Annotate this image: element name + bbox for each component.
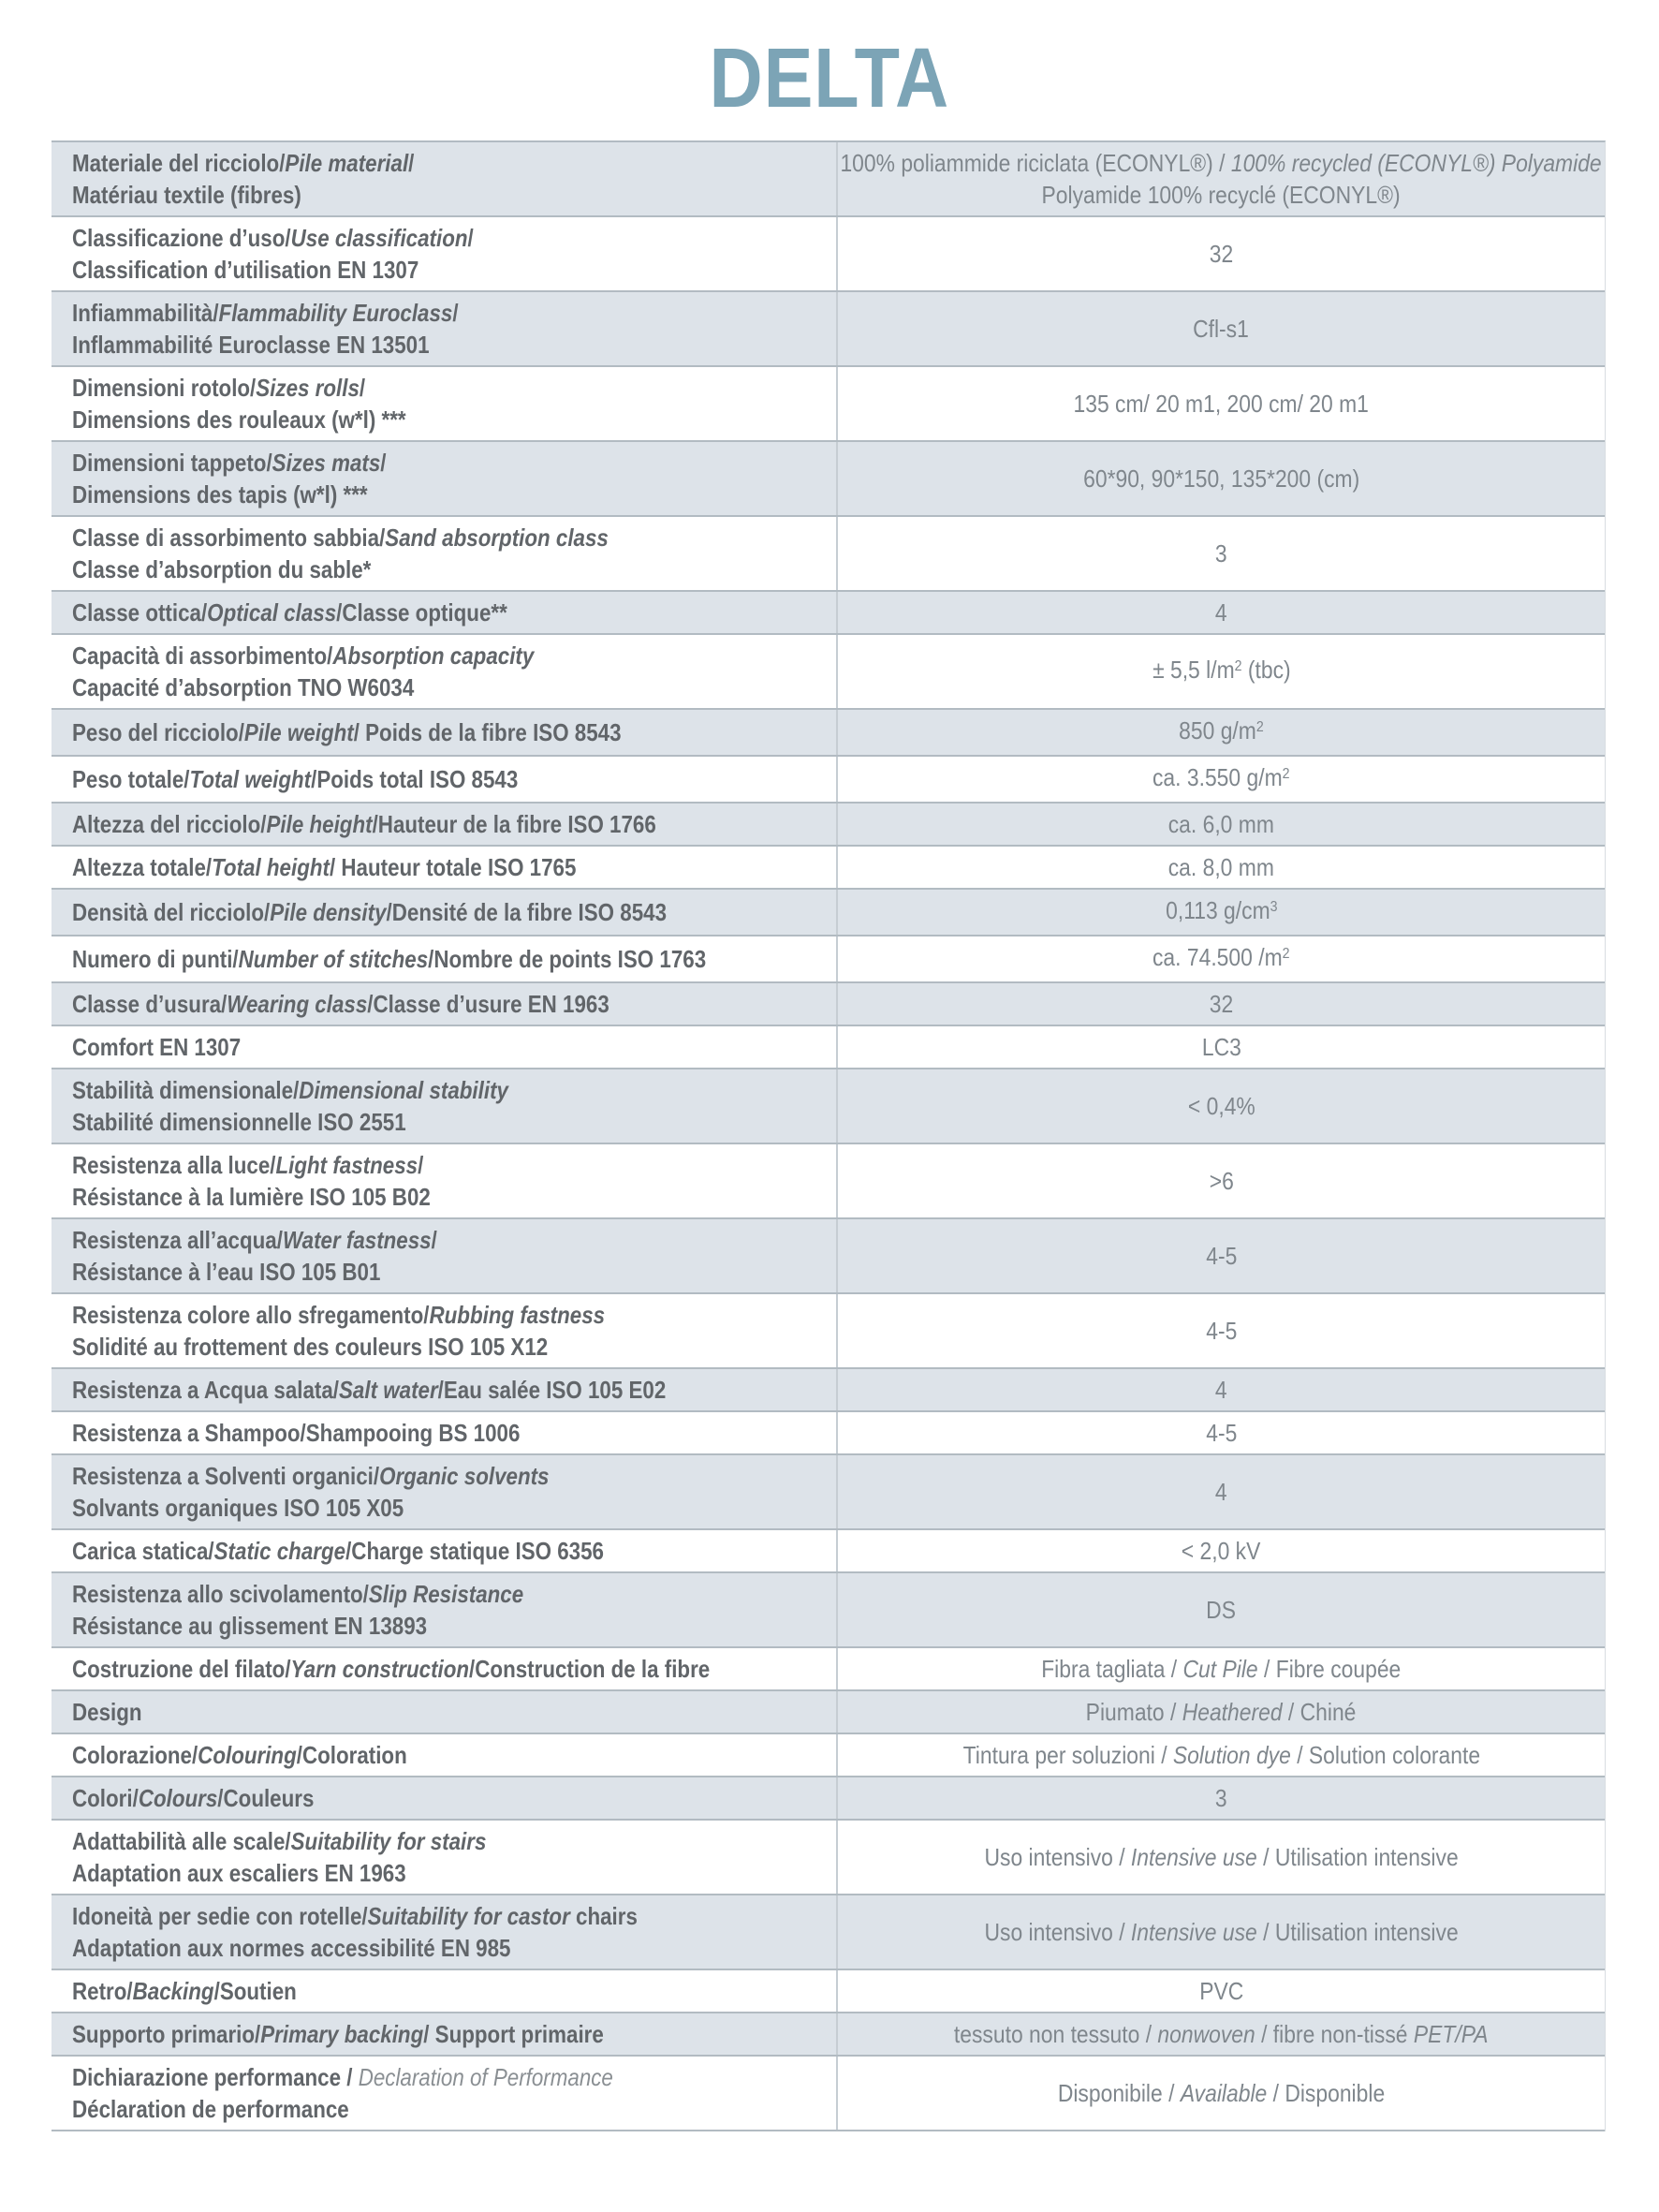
spec-value-cell <box>836 983 1605 1025</box>
table-row <box>51 1412 1605 1455</box>
table-row <box>51 757 1605 804</box>
spec-value-text: Uso intensivo / Intensive use / Utilisation intensive <box>984 1843 1459 1871</box>
spec-value-text: 4 <box>1215 1478 1227 1506</box>
spec-value-text: ca. 8,0 mm <box>1167 853 1274 881</box>
table-row <box>51 442 1605 517</box>
spec-value-cell <box>836 217 1605 290</box>
spec-value-text: 4 <box>1215 1376 1227 1404</box>
spec-value-cell <box>836 635 1605 708</box>
spec-value-text: ca. 6,0 mm <box>1167 810 1274 838</box>
spec-value-text: Piumato / Heathered / Chiné <box>1086 1698 1357 1726</box>
spec-value-cell <box>836 2057 1605 2130</box>
spec-value-text: 135 cm/ 20 m1, 200 cm/ 20 m1 <box>1073 390 1370 418</box>
table-row <box>51 1455 1605 1530</box>
spec-value-cell <box>836 1455 1605 1528</box>
spec-label-text: Altezza del ricciolo/Pile height/Hauteur de la fibre ISO 1766 <box>72 810 656 838</box>
table-row <box>51 936 1605 983</box>
spec-label-cell <box>51 1412 836 1453</box>
title-area <box>0 0 1659 140</box>
spec-label-cell <box>51 1294 836 1367</box>
spec-value-text: 60*90, 90*150, 135*200 (cm) <box>1082 465 1359 493</box>
spec-label-text: Classificazione d’uso/Use classification/ Classification d’utilisation EN 1307 <box>72 224 474 284</box>
table-row <box>51 983 1605 1026</box>
spec-value-cell <box>836 1294 1605 1367</box>
spec-value-cell <box>836 2013 1605 2055</box>
spec-label-cell <box>51 1026 836 1068</box>
spec-label-text: Dimensioni tappeto/Sizes mats/ Dimensions des tapis (w*l) *** <box>72 449 387 509</box>
spec-value-text: Disponibile / Available / Disponible <box>1057 2079 1386 2107</box>
spec-value-text: 32 <box>1209 990 1234 1018</box>
spec-label-text: Stabilità dimensionale/Dimensional stability Stabilité dimensionnelle ISO 2551 <box>72 1076 508 1136</box>
spec-label-cell <box>51 1144 836 1217</box>
spec-value-text: 850 $g/m^2$ <box>1179 716 1264 745</box>
table-row <box>51 2057 1605 2131</box>
spec-value-text: LC3 <box>1201 1033 1241 1061</box>
table-row <box>51 592 1605 635</box>
spec-value-cell <box>836 442 1605 515</box>
spec-value-cell <box>836 1821 1605 1894</box>
spec-label-cell <box>51 517 836 590</box>
spec-label-cell <box>51 983 836 1025</box>
spec-value-cell <box>836 1026 1605 1068</box>
spec-value-text: PVC <box>1198 1977 1243 2005</box>
spec-value-text: ± 5,5 $l/m^2$ (tbc) <box>1152 656 1291 684</box>
table-row <box>51 1294 1605 1369</box>
spec-value-cell <box>836 517 1605 590</box>
spec-value-text: < 2,0 kV <box>1182 1537 1261 1565</box>
spec-label-text: Resistenza a Acqua salata/Salt water/Eau salée ISO 105 E02 <box>72 1376 667 1404</box>
spec-label-text: Colorazione/Colouring/Coloration <box>72 1741 407 1769</box>
spec-label-cell <box>51 217 836 290</box>
spec-value-text: 4-5 <box>1205 1242 1237 1270</box>
spec-value-cell <box>836 1144 1605 1217</box>
table-row <box>51 292 1605 367</box>
table-row <box>51 1573 1605 1648</box>
spec-value-text: tessuto non tessuto / nonwoven / fibre non-tissé PET/PA <box>954 2020 1489 2048</box>
spec-label-text: Colori/Colours/Couleurs <box>72 1784 315 1812</box>
table-row <box>51 635 1605 710</box>
spec-label-cell <box>51 1530 836 1571</box>
spec-label-text: Materiale del ricciolo/Pile material/ Matériau textile (fibres) <box>72 149 415 209</box>
spec-value-cell <box>836 847 1605 888</box>
spec-value-cell <box>836 1412 1605 1453</box>
spec-label-cell <box>51 592 836 633</box>
spec-label-cell <box>51 1455 836 1528</box>
spec-label-cell <box>51 2013 836 2055</box>
table-row <box>51 517 1605 592</box>
spec-label-text: Altezza totale/Total height/ Hauteur totale ISO 1765 <box>72 853 577 881</box>
spec-label-text: Costruzione del filato/Yarn construction/Construction de la fibre <box>72 1655 711 1683</box>
spec-value-cell <box>836 757 1605 802</box>
spec-label-cell <box>51 936 836 981</box>
spec-label-text: Classe di assorbimento sabbia/Sand absorption class Classe d’absorption du sable* <box>72 524 609 583</box>
spec-value-cell <box>836 1691 1605 1733</box>
spec-label-text: Resistenza colore allo sfregamento/Rubbing fastness Solidité au frottement des couleurs ISO 105 X12 <box>72 1301 606 1361</box>
spec-value-cell <box>836 1777 1605 1819</box>
spec-label-text: Resistenza a Shampoo/Shampooing BS 1006 <box>72 1419 521 1447</box>
spec-label-cell <box>51 1970 836 2012</box>
spec-value-cell <box>836 1573 1605 1646</box>
spec-value-cell <box>836 710 1605 755</box>
spec-value-text: ca. 3.550 $g/m^2$ <box>1152 763 1290 791</box>
table-row <box>51 710 1605 757</box>
spec-value-cell <box>836 1530 1605 1571</box>
page-title: DELTA <box>709 32 950 125</box>
spec-label-text: Capacità di assorbimento/Absorption capacity Capacité d’absorption TNO W6034 <box>72 641 535 701</box>
spec-label-text: Design <box>72 1698 142 1726</box>
spec-label-cell <box>51 1821 836 1894</box>
spec-value-text: 4-5 <box>1205 1419 1237 1447</box>
table-row <box>51 1144 1605 1219</box>
spec-label-cell <box>51 1895 836 1969</box>
spec-label-cell <box>51 292 836 365</box>
spec-label-cell <box>51 1777 836 1819</box>
spec-value-text: DS <box>1206 1596 1237 1624</box>
spec-label-cell <box>51 1069 836 1143</box>
spec-value-text: Uso intensivo / Intensive use / Utilisation intensive <box>984 1918 1459 1946</box>
spec-label-cell <box>51 847 836 888</box>
spec-label-text: Resistenza a Solventi organici/Organic solvents Solvants organiques ISO 105 X05 <box>72 1462 550 1522</box>
spec-label-text: Classe d’usura/Wearing class/Classe d’usure EN 1963 <box>72 990 609 1018</box>
spec-value-text: Cfl-s1 <box>1193 315 1250 343</box>
spec-label-text: Peso del ricciolo/Pile weight/ Poids de la fibre ISO 8543 <box>72 718 622 746</box>
table-row <box>51 2013 1605 2057</box>
spec-value-text: >6 <box>1209 1167 1234 1195</box>
spec-label-cell <box>51 710 836 755</box>
spec-value-cell <box>836 936 1605 981</box>
spec-table <box>51 140 1606 2131</box>
spec-label-cell <box>51 757 836 802</box>
spec-label-cell <box>51 1369 836 1410</box>
spec-value-cell <box>836 1648 1605 1689</box>
spec-value-cell <box>836 1734 1605 1776</box>
spec-label-cell <box>51 635 836 708</box>
spec-label-text: Resistenza allo scivolamento/Slip Resistance Résistance au glissement EN 13893 <box>72 1580 524 1640</box>
spec-value-cell <box>836 367 1605 440</box>
spec-value-cell <box>836 292 1605 365</box>
table-row <box>51 1777 1605 1821</box>
spec-label-text: Comfort EN 1307 <box>72 1033 242 1061</box>
spec-value-cell <box>836 592 1605 633</box>
spec-label-cell <box>51 890 836 935</box>
spec-label-text: Peso totale/Total weight/Poids total ISO 8543 <box>72 765 519 793</box>
table-row <box>51 1691 1605 1734</box>
spec-label-text: Resistenza all’acqua/Water fastness/ Résistance à l’eau ISO 105 B01 <box>72 1226 437 1286</box>
table-row <box>51 1970 1605 2013</box>
spec-label-text: Infiammabilità/Flammability Euroclass/ Inflammabilité Euroclasse EN 13501 <box>72 299 459 359</box>
spec-value-text: 4-5 <box>1205 1317 1237 1345</box>
spec-value-cell <box>836 890 1605 935</box>
spec-label-cell <box>51 442 836 515</box>
spec-label-text: Resistenza alla luce/Light fastness/ Résistance à la lumière ISO 105 B02 <box>72 1151 431 1211</box>
spec-label-text: Dimensioni rotolo/Sizes rolls/ Dimensions des rouleaux (w*l) *** <box>72 374 406 434</box>
table-row <box>51 142 1605 217</box>
table-row <box>51 1734 1605 1777</box>
spec-label-text: Classe ottica/Optical class/Classe optique** <box>72 598 507 627</box>
spec-value-text: 4 <box>1215 598 1227 627</box>
spec-value-text: Tintura per soluzioni / Solution dye / Solution colorante <box>962 1741 1480 1769</box>
spec-label-text: Numero di punti/Number of stitches/Nombre de points ISO 1763 <box>72 945 707 973</box>
spec-value-cell <box>836 1369 1605 1410</box>
table-row <box>51 217 1605 292</box>
spec-value-text: 100% poliammide riciclata (ECONYL®) / 100% recycled (ECONYL®) Polyamide Polyamide 100% recyclé (ECONYL®) <box>840 149 1602 209</box>
spec-label-cell <box>51 1734 836 1776</box>
spec-label-cell <box>51 1573 836 1646</box>
spec-value-cell <box>836 1219 1605 1292</box>
spec-value-text: < 0,4% <box>1187 1092 1255 1120</box>
table-row <box>51 1026 1605 1069</box>
table-row <box>51 1530 1605 1573</box>
spec-label-text: Densità del ricciolo/Pile density/Densité de la fibre ISO 8543 <box>72 898 668 926</box>
spec-value-cell <box>836 804 1605 845</box>
spec-label-cell <box>51 1691 836 1733</box>
spec-value-cell <box>836 1069 1605 1143</box>
spec-label-text: Adattabilità alle scale/Suitability for stairs Adaptation aux escaliers EN 1963 <box>72 1827 487 1887</box>
table-row <box>51 367 1605 442</box>
spec-label-text: Retro/Backing/Soutien <box>72 1977 297 2005</box>
spec-value-text: 3 <box>1215 539 1227 568</box>
spec-value-text: 3 <box>1215 1784 1227 1812</box>
spec-label-cell <box>51 804 836 845</box>
spec-value-text: ca. 74.500 $/m^2$ <box>1152 943 1290 971</box>
spec-value-cell <box>836 142 1605 215</box>
table-row <box>51 1895 1605 1970</box>
table-row <box>51 1219 1605 1294</box>
spec-value-cell <box>836 1970 1605 2012</box>
spec-label-text: Carica statica/Static charge/Charge statique ISO 6356 <box>72 1537 604 1565</box>
spec-label-cell <box>51 2057 836 2130</box>
spec-label-text: Supporto primario/Primary backing/ Support primaire <box>72 2020 604 2048</box>
table-row <box>51 1369 1605 1412</box>
table-row <box>51 847 1605 890</box>
table-row <box>51 890 1605 936</box>
spec-label-cell <box>51 367 836 440</box>
spec-value-text: 32 <box>1209 240 1234 268</box>
table-row <box>51 1069 1605 1144</box>
table-row <box>51 804 1605 847</box>
spec-label-text: Idoneità per sedie con rotelle/Suitability for castor chairs Adaptation aux normes accessibilité EN 985 <box>72 1902 638 1962</box>
spec-label-cell <box>51 142 836 215</box>
spec-value-text: Fibra tagliata / Cut Pile / Fibre coupée <box>1041 1655 1402 1683</box>
spec-label-cell <box>51 1219 836 1292</box>
table-row <box>51 1648 1605 1691</box>
spec-label-text: Dichiarazione performance / Declaration of Performance Déclaration de performance <box>72 2063 613 2123</box>
spec-label-cell <box>51 1648 836 1689</box>
table-row <box>51 1821 1605 1895</box>
spec-value-text: 0,113 $g/cm^3$ <box>1165 896 1278 924</box>
spec-value-cell <box>836 1895 1605 1969</box>
